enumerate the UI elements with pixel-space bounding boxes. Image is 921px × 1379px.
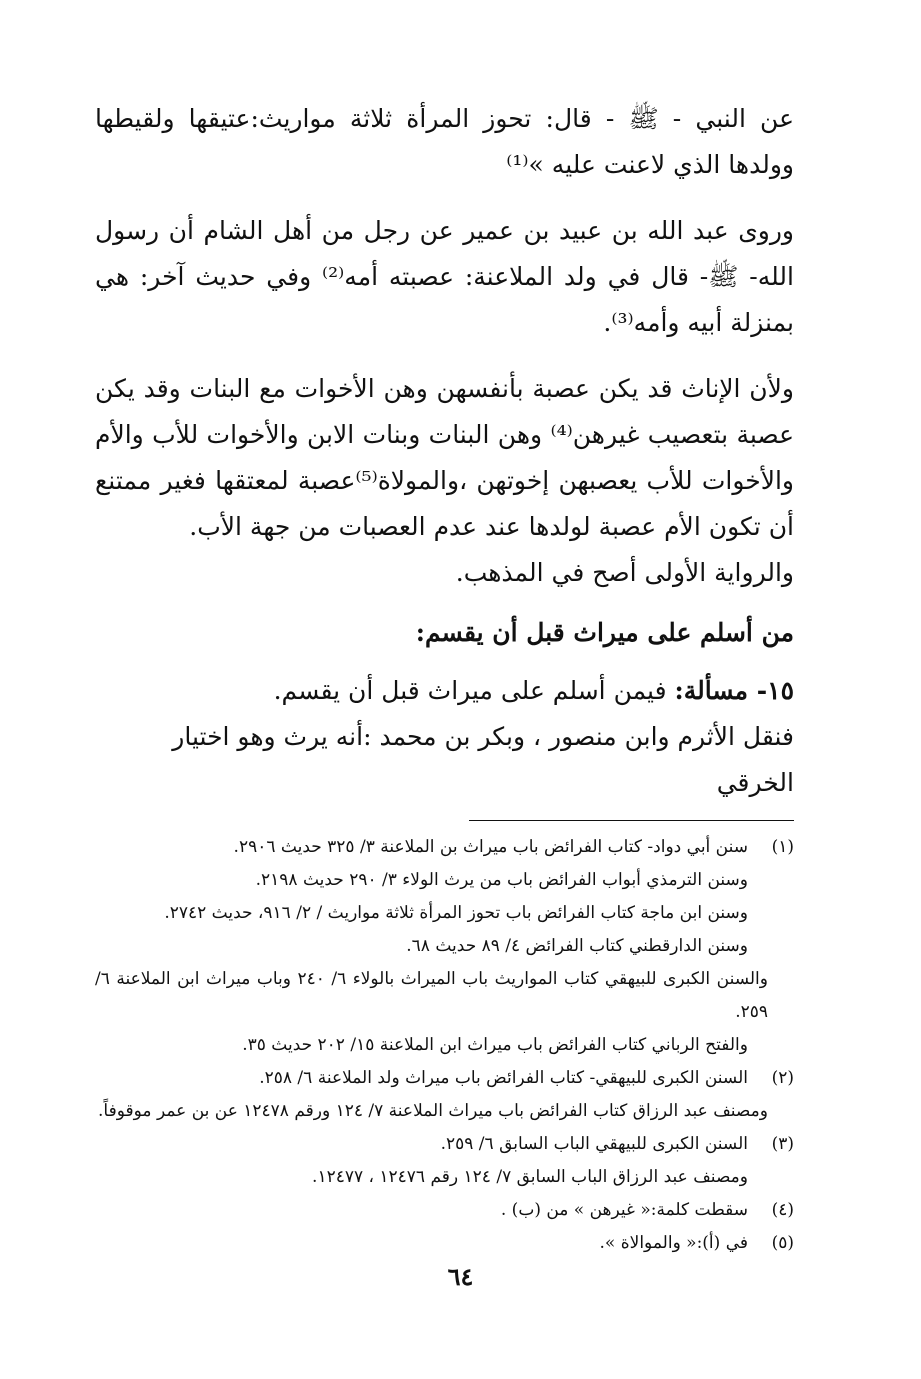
issue-label: ١٥- مسألة: [674,676,794,705]
paragraph-1: عن النبي - ﷺ - قال: تحوز المرأة ثلاثة مواريث:عتيقها ولقيطها وولدها الذي لاعنت عليه »⁽¹⁾ [95,104,794,179]
paragraph-5: فنقل الأثرم وابن منصور ، وبكر بن محمد :أنه يرث وهو اختيار الخرقي [172,722,794,797]
footnote-item [95,1062,794,1095]
footnote-text: ومصنف عبد الرزاق الباب السابق ٧/ ١٢٤ رقم ١٢٤٧٦ ، ١٢٤٧٧. [312,1167,748,1187]
footnote-item [95,1029,794,1062]
page-content [95,96,794,1260]
footnote-text: وسنن الترمذي أبواب الفرائض باب من يرث الولاء ٣/ ٢٩٠ حديث ٢١٩٨. [255,870,748,890]
footnote-item [95,963,814,1029]
footnote-item [95,864,794,897]
footnote-item [95,1128,794,1161]
paragraph-2: وروى عبد الله بن عبيد بن عمير عن رجل من أهل الشام أن رسول الله- ﷺ- قال في ولد الملاعنة: عصبته أمه⁽²⁾ وفي حديث آخر: هي بمنزلة أبيه وأمه⁽³⁾. [95,216,794,337]
footnote-number [748,930,794,963]
footnote-item [95,1095,814,1128]
footnote-text: سقطت كلمة:« غيرهن » من (ب) . [500,1200,748,1220]
footnote-number [768,963,814,1029]
footnote-number [748,864,794,897]
footnote-text: وسنن ابن ماجة كتاب الفرائض باب تحوز المرأة ثلاثة مواريث / ٢/ ٩١٦، حديث ٢٧٤٢. [164,903,748,923]
footnote-item [95,1161,794,1194]
footnote-number [768,1095,814,1128]
main-text [95,96,794,806]
footnote-text: والفتح الرباني كتاب الفرائض باب ميراث ابن الملاعنة ١٥/ ٢٠٢ حديث ٣٥. [242,1035,748,1055]
footnote-number: (٤) [771,1200,794,1220]
section-heading: من أسلم على ميراث قبل أن يقسم: [415,618,794,647]
footnote-number [748,1029,794,1062]
footnote-text: والسنن الكبرى للبيهقي كتاب المواريث باب الميراث بالولاء ٦/ ٢٤٠ وباب ميراث ابن الملاعنة ٦/ ٢٥٩. [95,969,768,1022]
footnote-item [95,831,794,864]
footnote-number: (٢) [771,1068,794,1088]
footnote-item [95,897,794,930]
issue-line [95,668,794,714]
footnote-text: في (أ):« والموالاة ». [599,1233,748,1253]
footnote-item [95,930,794,963]
page-number: ٦٤ [447,1262,474,1291]
footnote-number: (٣) [771,1134,794,1154]
footnote-number [748,1161,794,1194]
paragraph-4: والرواية الأولى أصح في المذهب. [455,558,794,587]
footnote-separator [469,820,794,821]
footnote-text: السنن الكبرى للبيهقي- كتاب الفرائض باب ميراث ولد الملاعنة ٦/ ٢٥٨. [259,1068,748,1088]
footnote-number [748,897,794,930]
footnote-text: السنن الكبرى للبيهقي الباب السابق ٦/ ٢٥٩. [440,1134,748,1154]
issue-text: فيمن أسلم على ميراث قبل أن يقسم. [273,676,675,705]
footnote-item [95,1194,794,1227]
footnotes [95,831,794,1260]
footnote-text: سنن أبي دواد- كتاب الفرائض باب ميراث بن الملاعنة ٣/ ٣٢٥ حديث ٢٩٠٦. [233,837,748,857]
paragraph-3: ولأن الإناث قد يكن عصبة بأنفسهن وهن الأخوات مع البنات وقد يكن عصبة بتعصيب غيرهن⁽⁴⁾ وهن البنات وبنات الابن والأخوات للأب والأم والأخوات للأب يعصبهن إخوتهن ،والمولاة⁽⁵⁾عصبة لمعتقها فغير ممتنع أن تكون الأم عصبة لولدها عند عدم العصبات من جهة الأب. [95,374,794,541]
footnote-text: وسنن الدارقطني كتاب الفرائض ٤/ ٨٩ حديث ٦٨. [406,936,748,956]
footnote-number: (١) [771,837,794,857]
footnote-text: ومصنف عبد الرزاق كتاب الفرائض باب ميراث الملاعنة ٧/ ١٢٤ ورقم ١٢٤٧٨ عن بن عمر موقوفاً. [98,1101,768,1121]
footnote-item [95,1227,794,1260]
footnote-number: (٥) [771,1233,794,1253]
